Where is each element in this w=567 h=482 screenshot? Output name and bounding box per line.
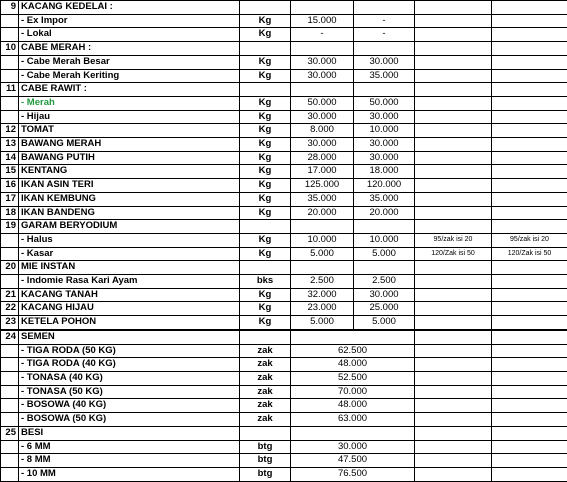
table-row: [1, 138, 567, 152]
note-cell-1: [415, 96, 492, 110]
unit-cell: Kg: [240, 247, 291, 261]
unit-cell: Kg: [240, 14, 291, 28]
note-cell-1: [415, 302, 492, 316]
row-number: 23: [1, 316, 19, 330]
price-cell: 70.000: [291, 385, 415, 399]
note-cell: [415, 330, 492, 344]
item-name: - Hijau: [19, 110, 240, 124]
unit-cell: Kg: [240, 96, 291, 110]
item-name: - BOSOWA (50 KG): [19, 413, 240, 427]
row-number: 9: [1, 1, 19, 15]
price-cell-2: 120.000: [354, 179, 415, 193]
row-number: 16: [1, 179, 19, 193]
price-cell-2: 30.000: [354, 55, 415, 69]
row-number: [1, 454, 19, 468]
price-cell-2: 30.000: [354, 151, 415, 165]
unit-cell: Kg: [240, 151, 291, 165]
item-name: IKAN KEMBUNG: [19, 192, 240, 206]
item-name: - Lokal: [19, 28, 240, 42]
unit-cell: Kg: [240, 233, 291, 247]
table-row: [1, 220, 567, 234]
unit-cell: zak: [240, 385, 291, 399]
unit-cell: Kg: [240, 28, 291, 42]
row-number: [1, 14, 19, 28]
row-number: 13: [1, 138, 19, 152]
unit-cell: zak: [240, 344, 291, 358]
price-cell: [291, 330, 415, 344]
note-cell-1: [415, 261, 492, 275]
unit-cell: Kg: [240, 192, 291, 206]
item-name: - TONASA (40 KG): [19, 371, 240, 385]
table-row: [1, 467, 567, 481]
table-row: [1, 371, 567, 385]
note-cell-2: [492, 42, 567, 56]
price-cell-1: 30.000: [291, 55, 354, 69]
price-cell-2: 25.000: [354, 302, 415, 316]
row-number: 11: [1, 83, 19, 97]
note-cell-2: [492, 206, 567, 220]
note-cell-2: [492, 1, 567, 15]
table-row: [1, 426, 567, 440]
note-cell-1: 120/Zak isi 50: [415, 247, 492, 261]
price-cell-2: [354, 1, 415, 15]
item-name: BAWANG PUTIH: [19, 151, 240, 165]
item-name: - Halus: [19, 233, 240, 247]
price-cell: 76.500: [291, 467, 415, 481]
item-name: KACANG HIJAU: [19, 302, 240, 316]
note-cell: [415, 399, 492, 413]
unit-cell: Kg: [240, 55, 291, 69]
unit-cell: [240, 42, 291, 56]
row-number: [1, 344, 19, 358]
item-name: CABE MERAH :: [19, 42, 240, 56]
row-number: [1, 233, 19, 247]
note-cell-2: [492, 14, 567, 28]
note-cell: [415, 440, 492, 454]
note-cell-2: 120/Zak isi 50: [492, 247, 567, 261]
row-number: 18: [1, 206, 19, 220]
row-number: 10: [1, 42, 19, 56]
row-number: [1, 110, 19, 124]
price-cell: 62.500: [291, 344, 415, 358]
item-name: - Cabe Merah Keriting: [19, 69, 240, 83]
table-row: [1, 413, 567, 427]
price-cell-1: 32.000: [291, 288, 354, 302]
unit-cell: zak: [240, 413, 291, 427]
table-row: [1, 454, 567, 468]
note-cell-1: [415, 151, 492, 165]
unit-cell: Kg: [240, 288, 291, 302]
item-name: - Cabe Merah Besar: [19, 55, 240, 69]
note-cell: [492, 454, 567, 468]
item-name: - TIGA RODA (50 KG): [19, 344, 240, 358]
item-name: - Kasar: [19, 247, 240, 261]
unit-cell: Kg: [240, 165, 291, 179]
unit-cell: zak: [240, 371, 291, 385]
note-cell-1: [415, 110, 492, 124]
row-number: 21: [1, 288, 19, 302]
note-cell-1: [415, 288, 492, 302]
row-number: [1, 96, 19, 110]
price-cell-2: 35.000: [354, 69, 415, 83]
price-cell-2: [354, 220, 415, 234]
item-name: - TONASA (50 KG): [19, 385, 240, 399]
price-cell-1: 2.500: [291, 275, 354, 289]
table-row: [1, 14, 567, 28]
table-row: [1, 110, 567, 124]
table-row: [1, 440, 567, 454]
unit-cell: btg: [240, 454, 291, 468]
table-row: [1, 28, 567, 42]
note-cell-1: [415, 83, 492, 97]
note-cell: [415, 467, 492, 481]
item-name: TOMAT: [19, 124, 240, 138]
row-number: 20: [1, 261, 19, 275]
note-cell-1: [415, 28, 492, 42]
item-name: KACANG TANAH: [19, 288, 240, 302]
note-cell: [415, 358, 492, 372]
note-cell-2: [492, 110, 567, 124]
unit-cell: [240, 83, 291, 97]
item-name: - 10 MM: [19, 467, 240, 481]
unit-cell: Kg: [240, 124, 291, 138]
table-row: [1, 151, 567, 165]
unit-cell: [240, 1, 291, 15]
note-cell-2: [492, 220, 567, 234]
note-cell-1: [415, 316, 492, 330]
price-cell-1: 30.000: [291, 69, 354, 83]
table-row: [1, 233, 567, 247]
note-cell-2: [492, 261, 567, 275]
price-cell-1: -: [291, 28, 354, 42]
price-cell-2: 30.000: [354, 288, 415, 302]
item-name: CABE RAWIT :: [19, 83, 240, 97]
table-row: [1, 302, 567, 316]
unit-cell: Kg: [240, 316, 291, 330]
price-cell-1: 10.000: [291, 233, 354, 247]
price-cell-1: [291, 42, 354, 56]
note-cell: [492, 426, 567, 440]
note-cell-2: [492, 288, 567, 302]
item-name: - TIGA RODA (40 KG): [19, 358, 240, 372]
note-cell: [492, 440, 567, 454]
note-cell-2: [492, 151, 567, 165]
note-cell-1: [415, 69, 492, 83]
table-row: [1, 69, 567, 83]
unit-cell: zak: [240, 358, 291, 372]
price-cell-1: [291, 83, 354, 97]
table-row: [1, 399, 567, 413]
row-number: [1, 467, 19, 481]
price-cell-2: 50.000: [354, 96, 415, 110]
price-cell-1: [291, 1, 354, 15]
unit-cell: [240, 220, 291, 234]
price-cell-2: 2.500: [354, 275, 415, 289]
note-cell-1: [415, 42, 492, 56]
unit-cell: btg: [240, 440, 291, 454]
price-cell: 48.000: [291, 358, 415, 372]
price-cell: 63.000: [291, 413, 415, 427]
unit-cell: Kg: [240, 302, 291, 316]
row-number: 25: [1, 426, 19, 440]
unit-cell: Kg: [240, 69, 291, 83]
table-row: [1, 83, 567, 97]
unit-cell: bks: [240, 275, 291, 289]
note-cell-2: [492, 83, 567, 97]
note-cell: [492, 467, 567, 481]
row-number: [1, 275, 19, 289]
row-number: 22: [1, 302, 19, 316]
table-row: [1, 55, 567, 69]
table-row: [1, 261, 567, 275]
price-cell-2: 30.000: [354, 110, 415, 124]
note-cell: [415, 371, 492, 385]
row-number: 12: [1, 124, 19, 138]
price-cell-1: [291, 261, 354, 275]
note-cell-1: [415, 275, 492, 289]
note-cell-2: 95/zak isi 20: [492, 233, 567, 247]
note-cell-1: [415, 55, 492, 69]
item-name: KACANG KEDELAI :: [19, 1, 240, 15]
table-row: [1, 344, 567, 358]
note-cell-1: [415, 220, 492, 234]
price-cell-1: 20.000: [291, 206, 354, 220]
price-cell-2: 35.000: [354, 192, 415, 206]
unit-cell: [240, 426, 291, 440]
row-number: 17: [1, 192, 19, 206]
note-cell-1: [415, 14, 492, 28]
row-number: [1, 247, 19, 261]
note-cell-2: [492, 138, 567, 152]
unit-cell: [240, 330, 291, 344]
note-cell-2: [492, 275, 567, 289]
note-cell: [492, 358, 567, 372]
item-name: - 8 MM: [19, 454, 240, 468]
row-number: [1, 385, 19, 399]
table-row: [1, 1, 567, 15]
price-cell-2: [354, 83, 415, 97]
table-row: [1, 96, 567, 110]
unit-cell: Kg: [240, 206, 291, 220]
price-cell-1: 23.000: [291, 302, 354, 316]
note-cell-1: [415, 1, 492, 15]
price-cell-2: -: [354, 14, 415, 28]
item-name: BESI: [19, 426, 240, 440]
price-cell-1: 5.000: [291, 247, 354, 261]
unit-cell: zak: [240, 399, 291, 413]
price-cell: 52.500: [291, 371, 415, 385]
row-number: 15: [1, 165, 19, 179]
note-cell-2: [492, 192, 567, 206]
table-row: [1, 385, 567, 399]
note-cell-1: [415, 138, 492, 152]
price-cell-1: 28.000: [291, 151, 354, 165]
note-cell: [415, 385, 492, 399]
note-cell: [492, 330, 567, 344]
price-cell-2: 5.000: [354, 247, 415, 261]
note-cell: [415, 413, 492, 427]
item-name: SEMEN: [19, 330, 240, 344]
item-name: - BOSOWA (40 KG): [19, 399, 240, 413]
item-name: MIE INSTAN: [19, 261, 240, 275]
price-cell: 48.000: [291, 399, 415, 413]
table-row: [1, 247, 567, 261]
note-cell-2: [492, 316, 567, 330]
note-cell: [492, 344, 567, 358]
unit-cell: btg: [240, 467, 291, 481]
table-row: [1, 206, 567, 220]
price-cell-1: 30.000: [291, 138, 354, 152]
row-number: 24: [1, 330, 19, 344]
price-cell-1: 5.000: [291, 316, 354, 330]
price-cell-2: -: [354, 28, 415, 42]
note-cell-1: [415, 124, 492, 138]
unit-cell: Kg: [240, 110, 291, 124]
price-cell-2: [354, 42, 415, 56]
item-name: GARAM BERYODIUM: [19, 220, 240, 234]
note-cell-2: [492, 302, 567, 316]
price-cell-1: 17.000: [291, 165, 354, 179]
note-cell-2: [492, 179, 567, 193]
price-cell-2: 10.000: [354, 233, 415, 247]
row-number: [1, 371, 19, 385]
row-number: [1, 69, 19, 83]
unit-cell: Kg: [240, 138, 291, 152]
item-name: IKAN BANDENG: [19, 206, 240, 220]
item-name: IKAN ASIN TERI: [19, 179, 240, 193]
note-cell-1: [415, 192, 492, 206]
price-cell-2: 20.000: [354, 206, 415, 220]
row-number: [1, 28, 19, 42]
row-number: [1, 358, 19, 372]
price-cell-1: 35.000: [291, 192, 354, 206]
price-cell-2: 30.000: [354, 138, 415, 152]
price-cell-1: 15.000: [291, 14, 354, 28]
note-cell-1: [415, 165, 492, 179]
row-number: [1, 55, 19, 69]
price-cell-1: 8.000: [291, 124, 354, 138]
note-cell-2: [492, 124, 567, 138]
table-row: [1, 165, 567, 179]
item-name: - 6 MM: [19, 440, 240, 454]
note-cell-1: [415, 179, 492, 193]
item-name: BAWANG MERAH: [19, 138, 240, 152]
table-row: [1, 288, 567, 302]
item-name: KETELA POHON: [19, 316, 240, 330]
price-cell-2: 10.000: [354, 124, 415, 138]
price-cell: 30.000: [291, 440, 415, 454]
item-name: - Merah: [19, 96, 240, 110]
price-cell-1: 50.000: [291, 96, 354, 110]
note-cell: [492, 399, 567, 413]
table-row: [1, 316, 567, 330]
price-cell: [291, 426, 415, 440]
table-row: [1, 42, 567, 56]
note-cell-2: [492, 55, 567, 69]
row-number: [1, 413, 19, 427]
note-cell: [415, 426, 492, 440]
item-name: - Ex Impor: [19, 14, 240, 28]
note-cell: [492, 413, 567, 427]
note-cell: [415, 454, 492, 468]
price-cell-2: [354, 261, 415, 275]
row-number: 19: [1, 220, 19, 234]
note-cell: [492, 385, 567, 399]
table-row: [1, 192, 567, 206]
row-number: 14: [1, 151, 19, 165]
note-cell-2: [492, 165, 567, 179]
note-cell-1: [415, 206, 492, 220]
note-cell-2: [492, 96, 567, 110]
price-cell: 47.500: [291, 454, 415, 468]
price-table-body: [1, 1, 567, 482]
item-name: - Indomie Rasa Kari Ayam: [19, 275, 240, 289]
note-cell-2: [492, 28, 567, 42]
price-cell-1: [291, 220, 354, 234]
table-row: [1, 124, 567, 138]
price-cell-1: 125.000: [291, 179, 354, 193]
note-cell-2: [492, 69, 567, 83]
unit-cell: Kg: [240, 179, 291, 193]
table-row: [1, 330, 567, 344]
table-row: [1, 179, 567, 193]
note-cell: [492, 371, 567, 385]
price-cell-1: 30.000: [291, 110, 354, 124]
note-cell-1: 95/zak isi 20: [415, 233, 492, 247]
note-cell: [415, 344, 492, 358]
unit-cell: [240, 261, 291, 275]
price-cell-2: 5.000: [354, 316, 415, 330]
row-number: [1, 440, 19, 454]
table-row: [1, 275, 567, 289]
item-name: KENTANG: [19, 165, 240, 179]
table-row: [1, 358, 567, 372]
price-cell-2: 18.000: [354, 165, 415, 179]
row-number: [1, 399, 19, 413]
